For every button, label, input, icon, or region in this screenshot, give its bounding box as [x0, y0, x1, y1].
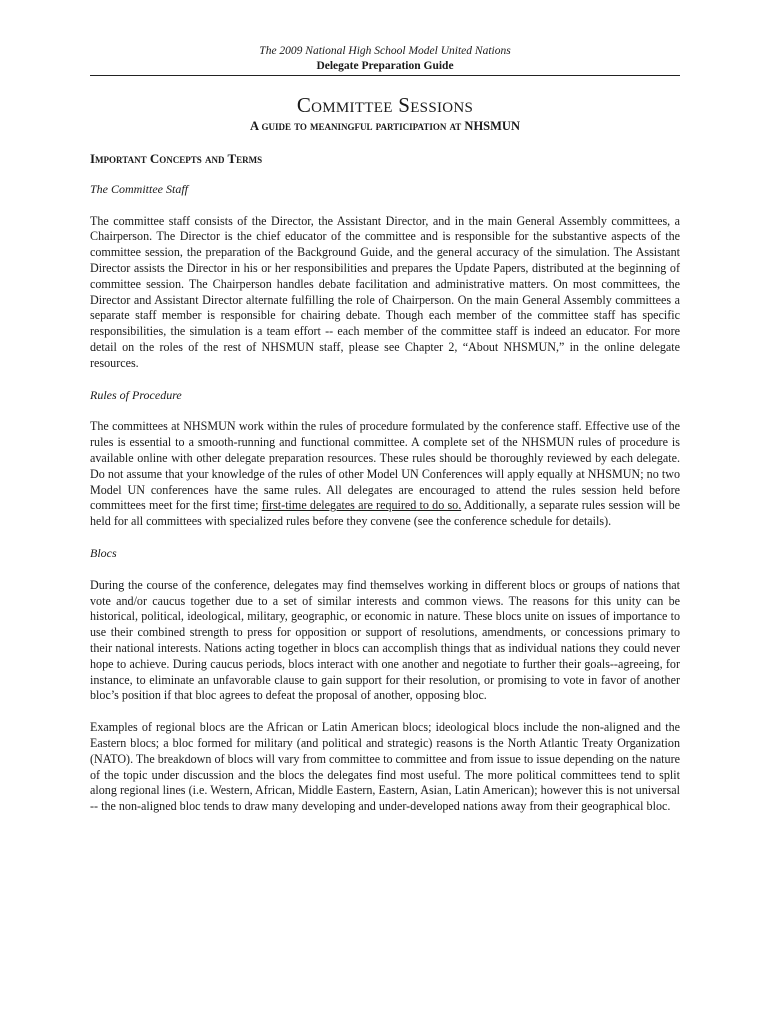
header-title: The 2009 National High School Model United Nations	[259, 45, 511, 57]
committee-staff-heading: The Committee Staff	[90, 181, 188, 196]
rules-heading: Rules of Procedure	[90, 387, 182, 402]
rules-underlined-text: first-time delegates are required to do so.	[261, 498, 462, 513]
header-divider	[90, 75, 680, 76]
rules-paragraph	[90, 419, 680, 530]
document-body	[90, 151, 680, 831]
running-header	[90, 44, 680, 74]
header-subtitle: Delegate Preparation Guide	[316, 60, 454, 72]
document-title: Committee Sessions	[296, 93, 474, 117]
blocs-heading: Blocs	[90, 545, 117, 560]
rules-text-start: The committees at NHSMUN work within the rules of procedure formulated by the conference staff. Effective use of the rules is essential to a smooth-running and functional committee. A complete set of the NHSMUN rules of procedure is available online with other delegate preparation resources. These rules should be thoroughly reviewed by each delegate. Do not assume that your knowledge of the rules of other Model UN Conferences will apply equally at NHSMUN; no two Model UN conferences have the same rules. All delegates are encouraged to attend the rules session held before committees meet for the first time;	[90, 419, 680, 513]
blocs-paragraph-2: Examples of regional blocs are the African or Latin American blocs; ideological blocs include the non-aligned and the Eastern blocs; a bloc formed for military (and political and strategic) reasons is the North Atlantic Treaty Organization (NATO). The breakdown of blocs will vary from committee to committee and from issue to issue depending on the nature of the topic under discussion and the blocs the delegates find most useful. The more political committees tend to split along regional lines (i.e. Western, African, Middle Eastern, Eastern, Asian, Latin American); however this is not universal -- the non-aligned bloc tends to draw many developing and under-developed nations away from their geographical bloc.	[90, 720, 680, 814]
blocs-paragraph-1: During the course of the conference, delegates may find themselves working in different blocs or groups of nations that vote and/or caucus together due to a set of similar interests and common views. The reasons for this unity can be historical, political, ideological, military, geographic, or economic in nature. These blocs unite on issues of importance to use their combined strength to press for opposition or support of resolutions, amendments, or concessions primary to their national interests. Nations acting together in blocs can accomplish things that as individual nations they could never hope to achieve. During caucus periods, blocs interact with one another and negotiate to further their goals--agreeing, for instance, to eliminate an unfavorable clause to gain support for their resolution, or promising to vote in favor of another bloc’s position if that bloc agrees to defeat the proposal of another, opposing bloc.	[90, 577, 680, 703]
rules-text-end: Additionally, a separate rules session will be held for all committees with specialized rules before they convene (see the conference schedule for details).	[90, 498, 681, 529]
committee-staff-paragraph: The committee staff consists of the Director, the Assistant Director, and in the main General Assembly committees, a Chairperson. The Director is the chief educator of the committee and is responsible for the substantive aspects of the committee session, the preparation of the Background Guide, and the general accuracy of the simulation. The Assistant Director assists the Director in his or her responsibilities and prepares the Update Papers, distributed at the beginning of committee session. The Chairperson handles debate facilitation and administrative matters. On most committees, the Director and Assistant Director alternate fulfilling the role of Chairperson. On the main General Assembly committees a separate staff member is responsible for chairing debate. Though each member of the committee staff has specific responsibilities, the simulation is a team effort -- each member of the committee staff is indeed an educator. For more detail on the roles of the rest of NHSMUN staff, please see Chapter 2, “About NHSMUN,” in the online delegate resources.	[90, 213, 680, 370]
document-subtitle: A guide to meaningful participation at NHSMUN	[249, 119, 520, 133]
section-heading: Important Concepts and Terms	[90, 151, 263, 166]
